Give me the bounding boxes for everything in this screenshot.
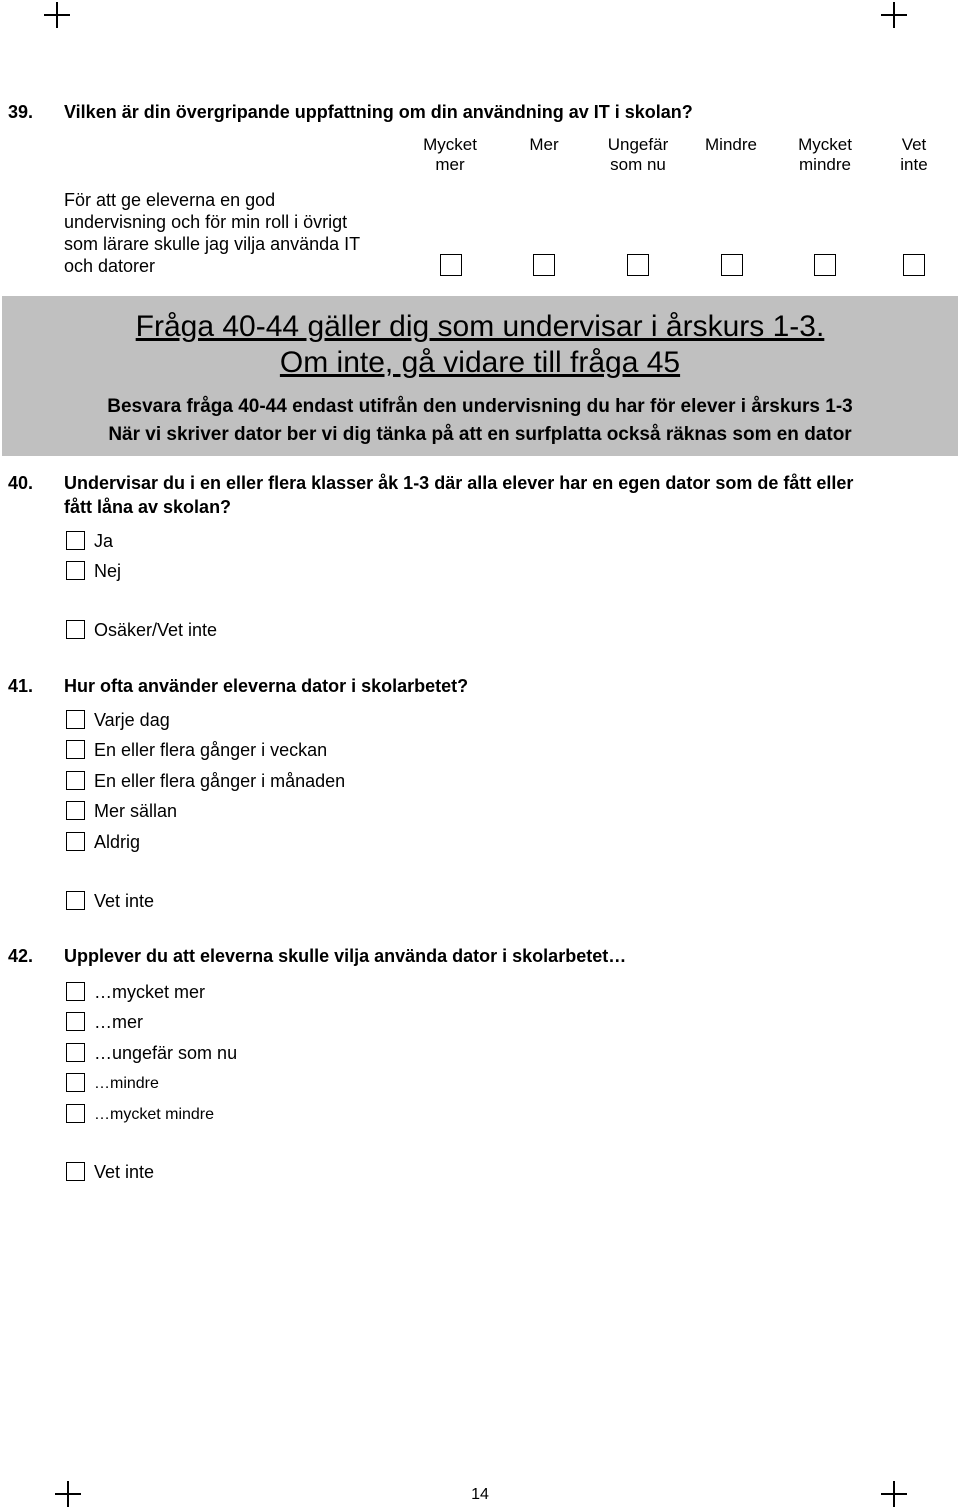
q40-option-ja: Ja: [94, 531, 114, 551]
q42-option: …mycket mer: [94, 982, 206, 1002]
q42-checkbox-mycket-mindre[interactable]: [66, 1104, 85, 1123]
q42-option: …mer: [94, 1012, 143, 1032]
q41-option: En eller flera gånger i månaden: [94, 771, 346, 791]
q39-question: Vilken är din övergripande uppfattning om din användning av IT i skolan?: [64, 102, 693, 122]
q39-checkbox-mycket-mindre[interactable]: [814, 254, 836, 276]
q42-option: …ungefär som nu: [94, 1043, 238, 1063]
q39-checkbox-mycket-mer[interactable]: [440, 254, 462, 276]
q39-checkbox-vet-inte[interactable]: [903, 254, 925, 276]
q39-checkbox-mindre[interactable]: [721, 254, 743, 276]
q39-column-header: Mycket mer: [423, 135, 477, 174]
q39-checkbox-mer[interactable]: [533, 254, 555, 276]
page-number: 14: [471, 1486, 489, 1503]
q41-option: Varje dag: [94, 710, 170, 730]
q40-checkbox-ja[interactable]: [66, 531, 85, 550]
q42-checkbox-mindre[interactable]: [66, 1073, 85, 1092]
q41-option: Aldrig: [94, 832, 141, 852]
q41-checkbox-veckan[interactable]: [66, 740, 85, 759]
q41-checkbox-vet-inte[interactable]: [66, 891, 85, 910]
q41-question: Hur ofta använder eleverna dator i skolarbetet?: [64, 676, 469, 696]
banner-title-line1: Fråga 40-44 gäller dig som undervisar i årskurs 1-3.: [135, 310, 825, 343]
crop-mark-top-left: [44, 2, 70, 28]
q41-option: En eller flera gånger i veckan: [94, 740, 328, 760]
q40-question: Undervisar du i en eller flera klasser åk 1-3 där alla elever har en egen dator som de fått eller fått låna av skolan?: [64, 473, 854, 517]
q42-checkbox-mycket-mer[interactable]: [66, 982, 85, 1001]
q42-checkbox-vet-inte[interactable]: [66, 1162, 85, 1181]
q42-option: Vet inte: [94, 1162, 155, 1182]
q40-option-nej: Nej: [94, 561, 122, 581]
banner-instruction-line2: När vi skriver dator ber vi dig tänka på att en surfplatta också räknas som en dator: [108, 424, 852, 445]
q39-column-header: Vet inte: [900, 135, 928, 174]
q42-option: …mindre: [94, 1075, 159, 1092]
q41-option: Mer sällan: [94, 801, 178, 821]
crop-mark-top-right: [881, 2, 907, 28]
q39-column-header: Mycket mindre: [798, 135, 852, 174]
q39-column-header: Ungefär som nu: [607, 135, 669, 174]
q40-checkbox-osaker[interactable]: [66, 620, 85, 639]
banner-title-line2: Om inte, gå vidare till fråga 45: [279, 346, 681, 379]
q42-question: Upplever du att eleverna skulle vilja använda dator i skolarbetet…: [64, 946, 627, 966]
q41-option: Vet inte: [94, 891, 155, 911]
q40-number: 40.: [8, 473, 34, 493]
q40-option-osaker: Osäker/Vet inte: [94, 620, 218, 640]
banner-instruction-line1: Besvara fråga 40-44 endast utifrån den undervisning du har för elever i årskurs 1-3: [107, 396, 853, 417]
q42-number: 42.: [8, 946, 34, 966]
q41-checkbox-manaden[interactable]: [66, 771, 85, 790]
q39-column-header: Mindre: [705, 135, 757, 154]
q41-number: 41.: [8, 676, 34, 696]
q41-checkbox-mer-sallan[interactable]: [66, 801, 85, 820]
q40-checkbox-nej[interactable]: [66, 561, 85, 580]
q41-checkbox-aldrig[interactable]: [66, 832, 85, 851]
q42-option: …mycket mindre: [94, 1106, 215, 1123]
q41-checkbox-varje-dag[interactable]: [66, 710, 85, 729]
q39-column-header: Mer: [529, 135, 559, 154]
q42-checkbox-ungefar[interactable]: [66, 1043, 85, 1062]
q39-number: 39.: [8, 102, 34, 122]
q39-checkbox-ungefar-som-nu[interactable]: [627, 254, 649, 276]
section-banner: [2, 296, 958, 456]
q42-checkbox-mer[interactable]: [66, 1012, 85, 1031]
q39-row-label: För att ge eleverna en god undervisning och för min roll i övrigt som lärare skulle jag vilja använda IT och datorer: [64, 190, 361, 276]
